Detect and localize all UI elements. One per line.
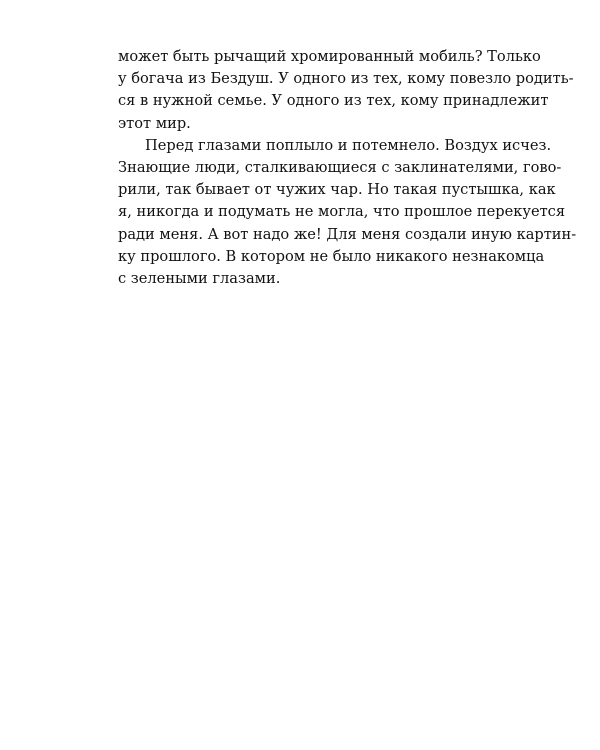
text-line: ку прошлого. В котором не было никакого незнакомца: [118, 247, 545, 265]
text-line: у богача из Бездуш. У одного из тех, кому повезло родить-: [118, 70, 574, 88]
text-line: с зелеными глазами.: [118, 269, 281, 287]
paragraph: [118, 46, 574, 135]
text-line: этот мир.: [118, 114, 191, 132]
text-line: ся в нужной семье. У одного из тех, кому принадлежит: [118, 92, 549, 110]
text-line: Знающие люди, сталкивающиеся с заклинателями, гово-: [118, 158, 562, 176]
text-line: я, никогда и подумать не могла, что прошлое перекуется: [118, 203, 566, 221]
text-line: ради меня. А вот надо же! Для меня создали иную картин-: [118, 225, 577, 243]
text-line: Перед глазами поплыло и потемнело. Воздух исчез.: [145, 136, 552, 154]
paragraph: [118, 135, 577, 290]
text-line: может быть рычащий хромированный мобиль? Только: [118, 48, 541, 65]
body-text: [118, 46, 577, 290]
text-line: рили, так бывает от чужих чар. Но такая пустышка, как: [118, 181, 556, 199]
